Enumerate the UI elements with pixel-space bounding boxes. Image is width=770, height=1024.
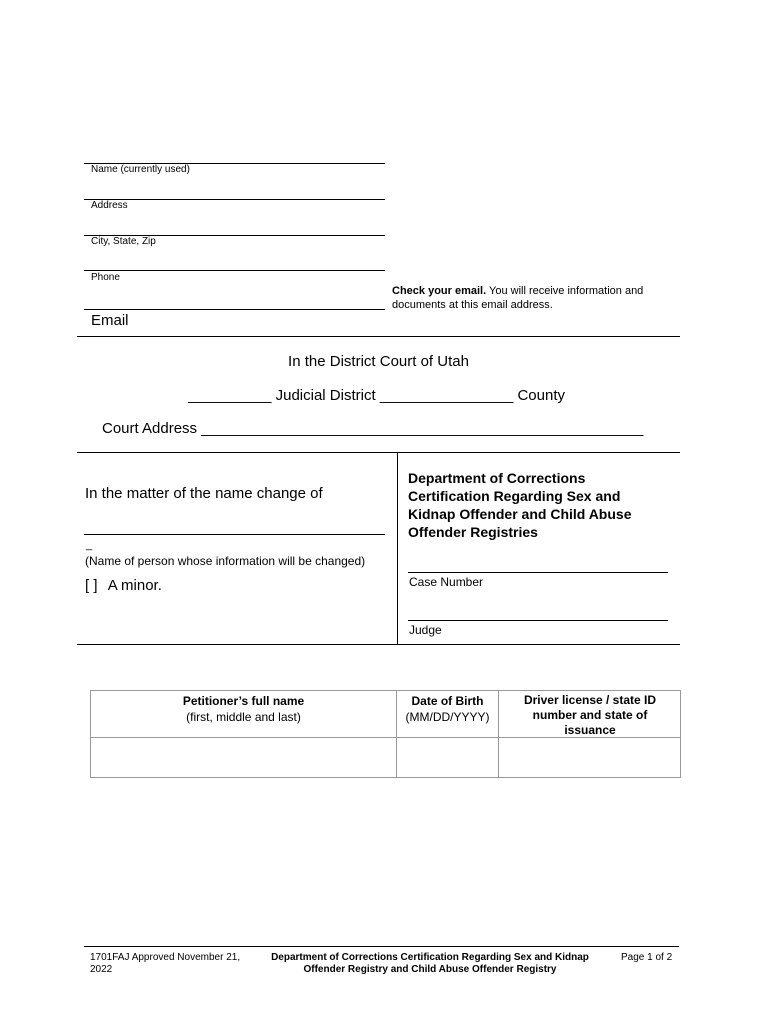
petitioner-table [90, 690, 681, 778]
case-number-input[interactable] [410, 555, 666, 571]
caption-bottom-line [77, 644, 680, 645]
col1-sub: (first, middle and last) [186, 710, 301, 724]
name-input[interactable] [86, 147, 382, 162]
petitioner-name-cell[interactable] [95, 741, 392, 773]
footer-form-id: 1701FAJ Approved November 21, 2022 [90, 952, 241, 975]
district-row [188, 387, 565, 404]
email-note-bold: Check your email. [392, 285, 487, 297]
county-label: County [517, 387, 565, 404]
email-label: Email [91, 312, 129, 329]
address-input[interactable] [86, 183, 382, 198]
case-number-line [408, 572, 668, 573]
table-col-divider-2 [498, 691, 499, 777]
city-label: City, State, Zip [91, 236, 156, 247]
document-title: Department of Corrections Certification Regarding Sex and Kidnap Offender and Child Abuse Offender Registries [408, 470, 632, 540]
judge-line [408, 620, 668, 621]
col2-header [397, 693, 498, 725]
footer-doc-title: Department of Corrections Certification Regarding Sex and Kidnap Offender Registry and Child Abuse Offender Registry [271, 952, 589, 975]
col1-header [91, 693, 396, 725]
court-title: In the District Court of Utah [288, 353, 469, 370]
judge-input[interactable] [410, 603, 666, 619]
person-name-line [84, 534, 385, 535]
footer-page: Page 1 of 2 [621, 952, 673, 963]
court-address-blank[interactable]: _____________________________________________________ [201, 420, 644, 437]
minor-label: A minor. [107, 577, 162, 594]
caption-divider [397, 452, 398, 644]
phone-input[interactable] [86, 254, 382, 269]
minor-row [85, 577, 162, 594]
person-name-input[interactable] [86, 515, 382, 532]
email-input[interactable] [86, 293, 382, 308]
minor-checkbox[interactable]: [ ] [85, 577, 98, 594]
phone-label: Phone [91, 272, 120, 283]
col2-head: Date of Birth [411, 694, 484, 708]
top-divider [77, 336, 680, 337]
court-address-row [102, 420, 643, 437]
col1-head: Petitioner’s full name [182, 694, 305, 708]
address-line [84, 199, 385, 200]
col2-sub: (MM/DD/YYYY) [405, 710, 490, 724]
name-label: Name (currently used) [91, 164, 190, 175]
matter-text: In the matter of the name change of [85, 485, 323, 502]
date-of-birth-cell[interactable] [401, 741, 494, 773]
caption-top-line [77, 452, 680, 453]
email-note-text: You will receive information and documents at this email address. [392, 285, 644, 311]
email-note [392, 284, 672, 312]
district-blank[interactable]: __________ [188, 387, 272, 404]
stray-underscore: _ [86, 539, 93, 551]
phone-line [84, 270, 385, 271]
email-line [84, 309, 385, 310]
city-input[interactable] [86, 219, 382, 234]
district-label: Judicial District [275, 387, 376, 404]
footer-line [84, 946, 679, 947]
judge-label: Judge [409, 623, 442, 637]
address-label: Address [91, 200, 128, 211]
case-number-label: Case Number [409, 575, 484, 589]
court-address-label: Court Address [102, 420, 198, 437]
person-note: (Name of person whose information will be changed) [85, 554, 366, 568]
col3-header: Driver license / state ID number and state of issuance [523, 693, 657, 737]
license-cell[interactable] [503, 741, 675, 773]
county-blank[interactable]: ________________ [379, 387, 514, 404]
